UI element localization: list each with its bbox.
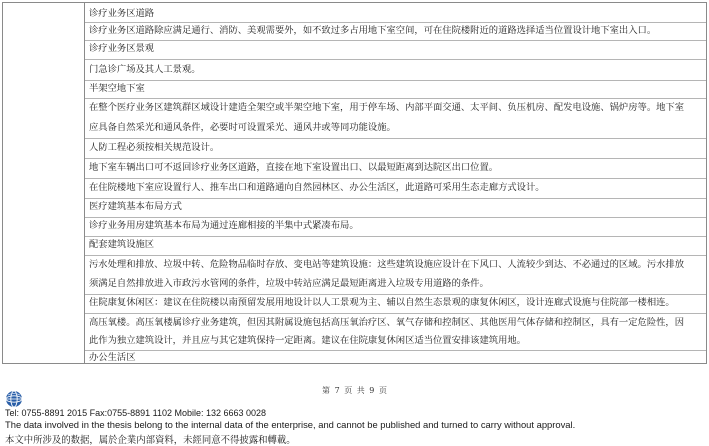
row-separator — [85, 294, 706, 295]
section-heading-layout: 医疗建筑基本布局方式 — [89, 201, 182, 212]
table-left-column — [3, 3, 85, 363]
paragraph-line: 住院康复休闲区：建议在住院楼以南预留发展用地设计以人工景观为主、辅以自然生态景观的康复休闲区，设计连廊式设施与住院部一楼相连。 — [89, 297, 675, 308]
row-separator — [85, 22, 706, 23]
section-heading-office: 办公生活区 — [89, 352, 136, 363]
disclaimer-english: The data involved in the thesis belong to the internal data of the enterprise, and cannot be published and turned to carry without approval. — [5, 419, 576, 430]
paragraph-line: 诊疗业务用房建筑基本布局为通过连廊相接的半集中式紧凑布局。 — [89, 220, 359, 231]
paragraph-line: 在住院楼地下室应设置行人、推车出口和道路通向自然园林区、办公生活区，此道路可采用生态走廊方式设计。 — [89, 182, 545, 193]
row-separator — [85, 40, 706, 41]
section-heading-landscape: 诊疗业务区景观 — [89, 43, 155, 54]
paragraph-line: 污水处理和排放、垃圾中转、危险物品临时存放、变电站等建筑设施：这些建筑设施应设计在下风口、人流较少到达、不必通过的区域。污水排放 — [89, 259, 685, 270]
section-heading-basement: 半架空地下室 — [89, 83, 145, 94]
row-separator — [85, 198, 706, 199]
section-heading-road: 诊疗业务区道路 — [89, 8, 155, 19]
row-separator — [85, 98, 706, 99]
paragraph-line: 门急诊广场及其人工景观。 — [89, 64, 201, 75]
row-separator — [85, 158, 706, 159]
row-separator — [85, 255, 706, 256]
page-footer — [0, 364, 709, 446]
paragraph-line: 在整个医疗业务区建筑群区域设计建造全架空或半架空地下室，用于停车场、内部平面交通、太平间、负压机房、配发电设施、锅炉房等。地下室 — [89, 102, 685, 113]
paragraph-line: 高压氧楼。高压氧楼属诊疗业务建筑，但因其附属设施包括高压氧治疗区、氧气存储和控制区、其他医用气体存储和控制区，具有一定危险性，因 — [89, 317, 685, 328]
paragraph-line: 诊疗业务区道路除应满足通行、消防、美观需要外，如不致过多占用地下室空间，可在住院楼附近的道路选择适当位置设计地下室出入口。 — [89, 25, 657, 36]
paragraph-line: 应具备自然采光和通风条件，必要时可设置采光、通风井或等同功能设施。 — [89, 122, 396, 133]
row-separator — [85, 59, 706, 60]
paragraph-line: 此作为独立建筑设计，并且应与其它建筑保持一定距离。建议在住院康复休闲区适当位置安排该建筑用地。 — [89, 335, 526, 346]
disclaimer-chinese: 本文中所涉及的数据，属於企業内部資料，未經同意不得披露和轉載。 — [5, 434, 296, 445]
table-right-column — [85, 3, 706, 363]
section-heading-facilities: 配套建筑设施区 — [89, 239, 155, 250]
row-separator — [85, 217, 706, 218]
row-separator — [85, 80, 706, 81]
page-number: 第 7 页 共 9 页 — [322, 386, 388, 395]
contact-info: Tel: 0755-8891 2015 Fax:0755-8891 1102 Mobile: 132 6663 0028 — [5, 408, 267, 418]
paragraph-line: 地下室车辆出口可不返回诊疗业务区道路，直接在地下室设置出口、以最短距离到达院区出口位置。 — [89, 162, 499, 173]
globe-logo-icon — [5, 390, 23, 408]
row-separator — [85, 350, 706, 351]
row-separator — [85, 313, 706, 314]
paragraph-line: 须满足自然排放进入市政污水管网的条件，垃圾中转站应满足最短距离进入垃圾专用道路的条件。 — [89, 278, 489, 289]
content-table — [2, 2, 707, 364]
row-separator — [85, 178, 706, 179]
row-separator — [85, 236, 706, 237]
paragraph-line: 人防工程必须按相关规范设计。 — [89, 142, 220, 153]
row-separator — [85, 138, 706, 139]
